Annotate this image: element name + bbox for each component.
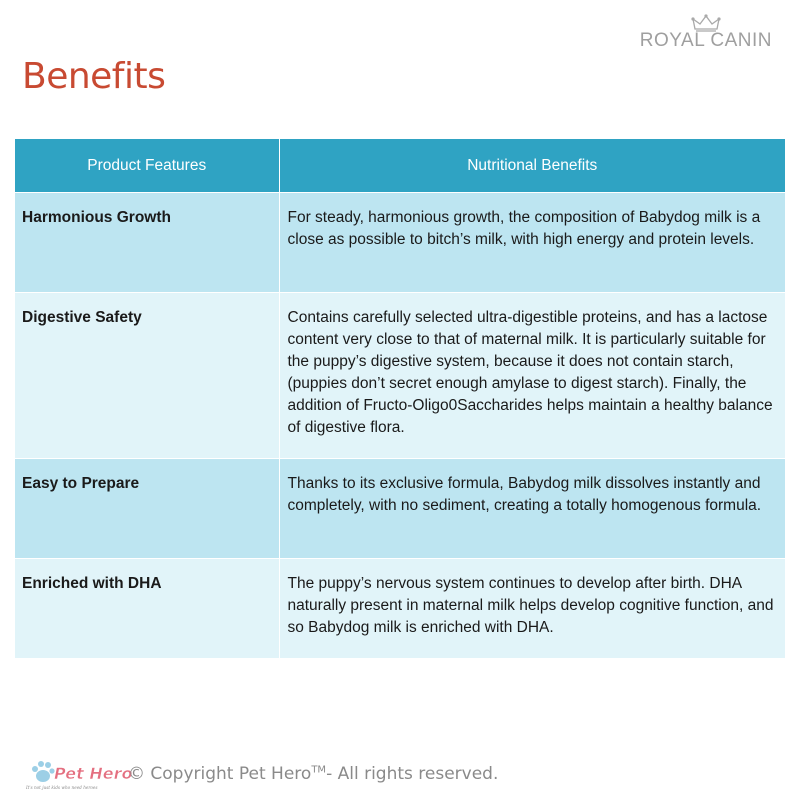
table-row [15,559,785,659]
benefit-cell: Thanks to its exclusive formula, Babydog milk dissolves instantly and completely, with no sediment, creating a totally homogenous formula. [279,459,785,559]
benefit-cell: Contains carefully selected ultra-digestible proteins, and has a lactose content very close to that of maternal milk. It is particularly suitable for the puppy’s digestive system, because it does not contain starch, (puppies don’t secret enough amylase to digest starch). Finally, the addition of Fructo-Oligo0Saccharides helps maintain a healthy balance of digestive flora. [279,293,785,459]
feature-cell: Digestive Safety [15,293,279,459]
table-row [15,293,785,459]
benefit-cell: The puppy’s nervous system continues to develop after birth. DHA naturally present in maternal milk helps develop cognitive function, and so Babydog milk is enriched with DHA. [279,559,785,659]
feature-cell: Harmonious Growth [15,193,279,293]
feature-cell: Easy to Prepare [15,459,279,559]
benefit-cell: For steady, harmonious growth, the composition of Babydog milk is a close as possible to bitch’s milk, with high energy and protein levels. [279,193,785,293]
feature-cell: Enriched with DHA [15,559,279,659]
benefits-table [15,139,785,658]
svg-text:It's not just kids who need he: It's not just kids who need heroes [26,785,98,790]
copyright-text: © Copyright Pet Hero™- All rights reserved. [128,764,499,784]
brand-name: ROYAL CANIN [639,30,772,51]
footer [24,757,498,791]
header-product-features: Product Features [15,139,279,193]
table-header-row [15,139,785,193]
header-nutritional-benefits: Nutritional Benefits [279,139,785,193]
table-row [15,459,785,559]
table-row [15,193,785,293]
pet-hero-logo [24,757,133,791]
page-title: Benefits [22,56,166,97]
royal-canin-logo [640,14,772,52]
svg-text:Pet Hero: Pet Hero [54,764,133,783]
